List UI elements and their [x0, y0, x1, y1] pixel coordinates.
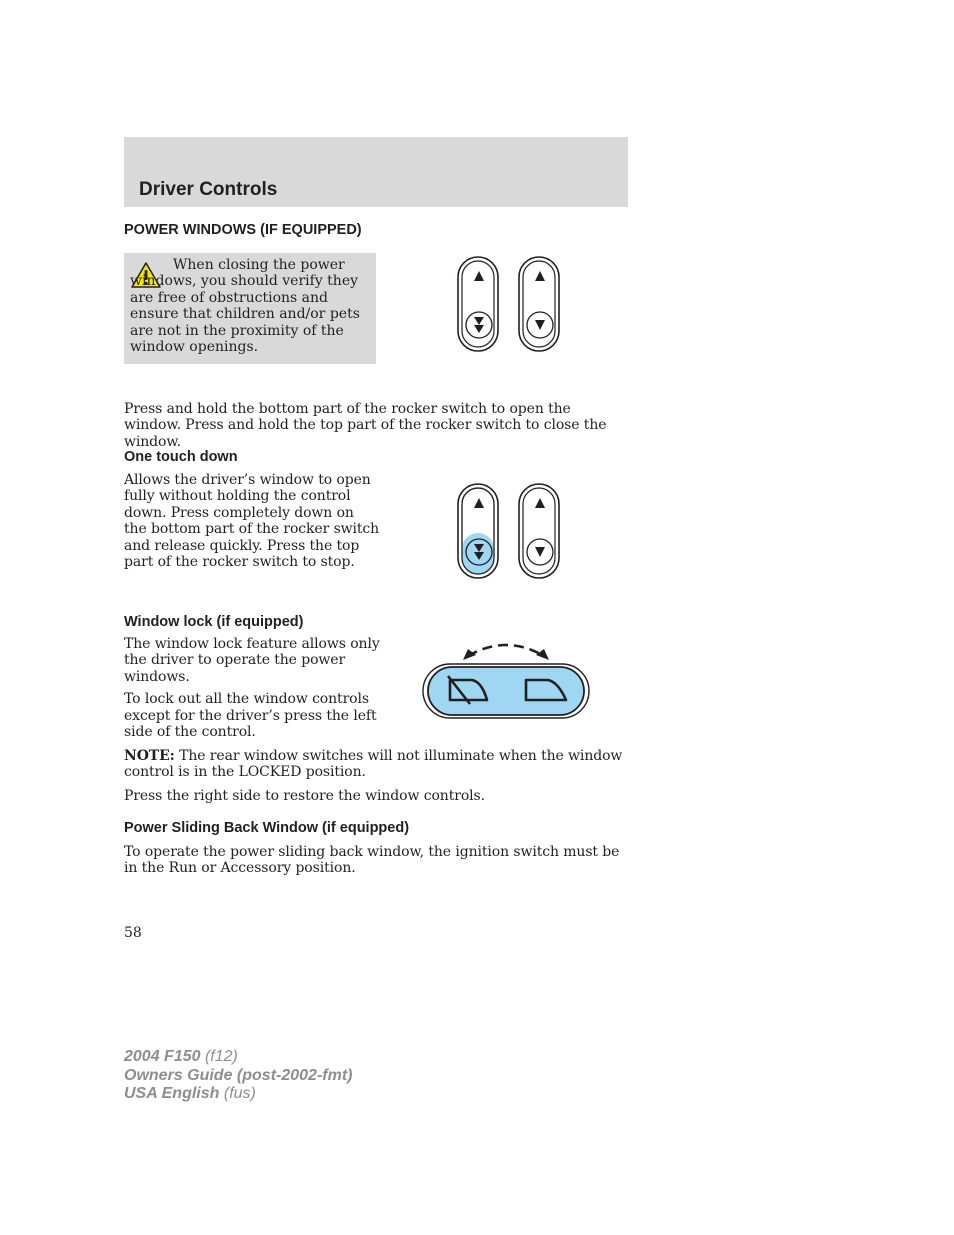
footer-model-code: (f12)	[200, 1048, 238, 1065]
sliding-window-body: To operate the power sliding back window, the ignition switch must be in the Run or Accessory position.	[124, 844, 620, 877]
footer-model: 2004 F150	[124, 1048, 201, 1065]
page-number: 58	[124, 925, 142, 941]
window-switch-one-touch-icon	[452, 481, 568, 583]
window-switch-icon	[452, 254, 568, 356]
one-touch-body: Allows the driver’s window to open fully without holding the control down. Press completely down on the bottom part of the rocker switch and release quickly. Press the top part of the rocker switch to stop.	[124, 472, 380, 571]
note-paragraph	[124, 748, 630, 781]
footer-language: USA English	[124, 1085, 220, 1102]
warning-box	[124, 253, 376, 364]
window-lock-body-2: To lock out all the window controls except for the driver’s press the left side of the control.	[124, 691, 377, 741]
footer-language-code: (fus)	[219, 1085, 256, 1102]
section-title-power-windows: POWER WINDOWS (IF EQUIPPED)	[124, 222, 362, 238]
window-lock-body	[124, 636, 380, 746]
warning-text: When closing the power windows, you should verify they are free of obstructions and ensure that children and/or pets are not in the proximity of the window openings.	[130, 257, 360, 356]
footer-guide: Owners Guide (post-2002-fmt)	[124, 1066, 353, 1084]
section-title-window-lock: Window lock (if equipped)	[124, 614, 304, 630]
restore-text: Press the right side to restore the window controls.	[124, 788, 485, 804]
window-lock-body-1: The window lock feature allows only the driver to operate the power windows.	[124, 636, 380, 685]
section-title-sliding-window: Power Sliding Back Window (if equipped)	[124, 820, 410, 836]
note-text: The rear window switches will not illuminate when the window control is in the LOCKED position.	[124, 748, 623, 781]
window-lock-icon	[420, 638, 592, 722]
page-title: Driver Controls	[139, 179, 278, 200]
document-footer	[124, 1048, 352, 1104]
note-label: NOTE:	[124, 748, 175, 764]
section-title-one-touch: One touch down	[124, 449, 238, 465]
power-windows-body: Press and hold the bottom part of the rocker switch to open the window. Press and hold the top part of the rocker switch to close the window.	[124, 401, 607, 450]
